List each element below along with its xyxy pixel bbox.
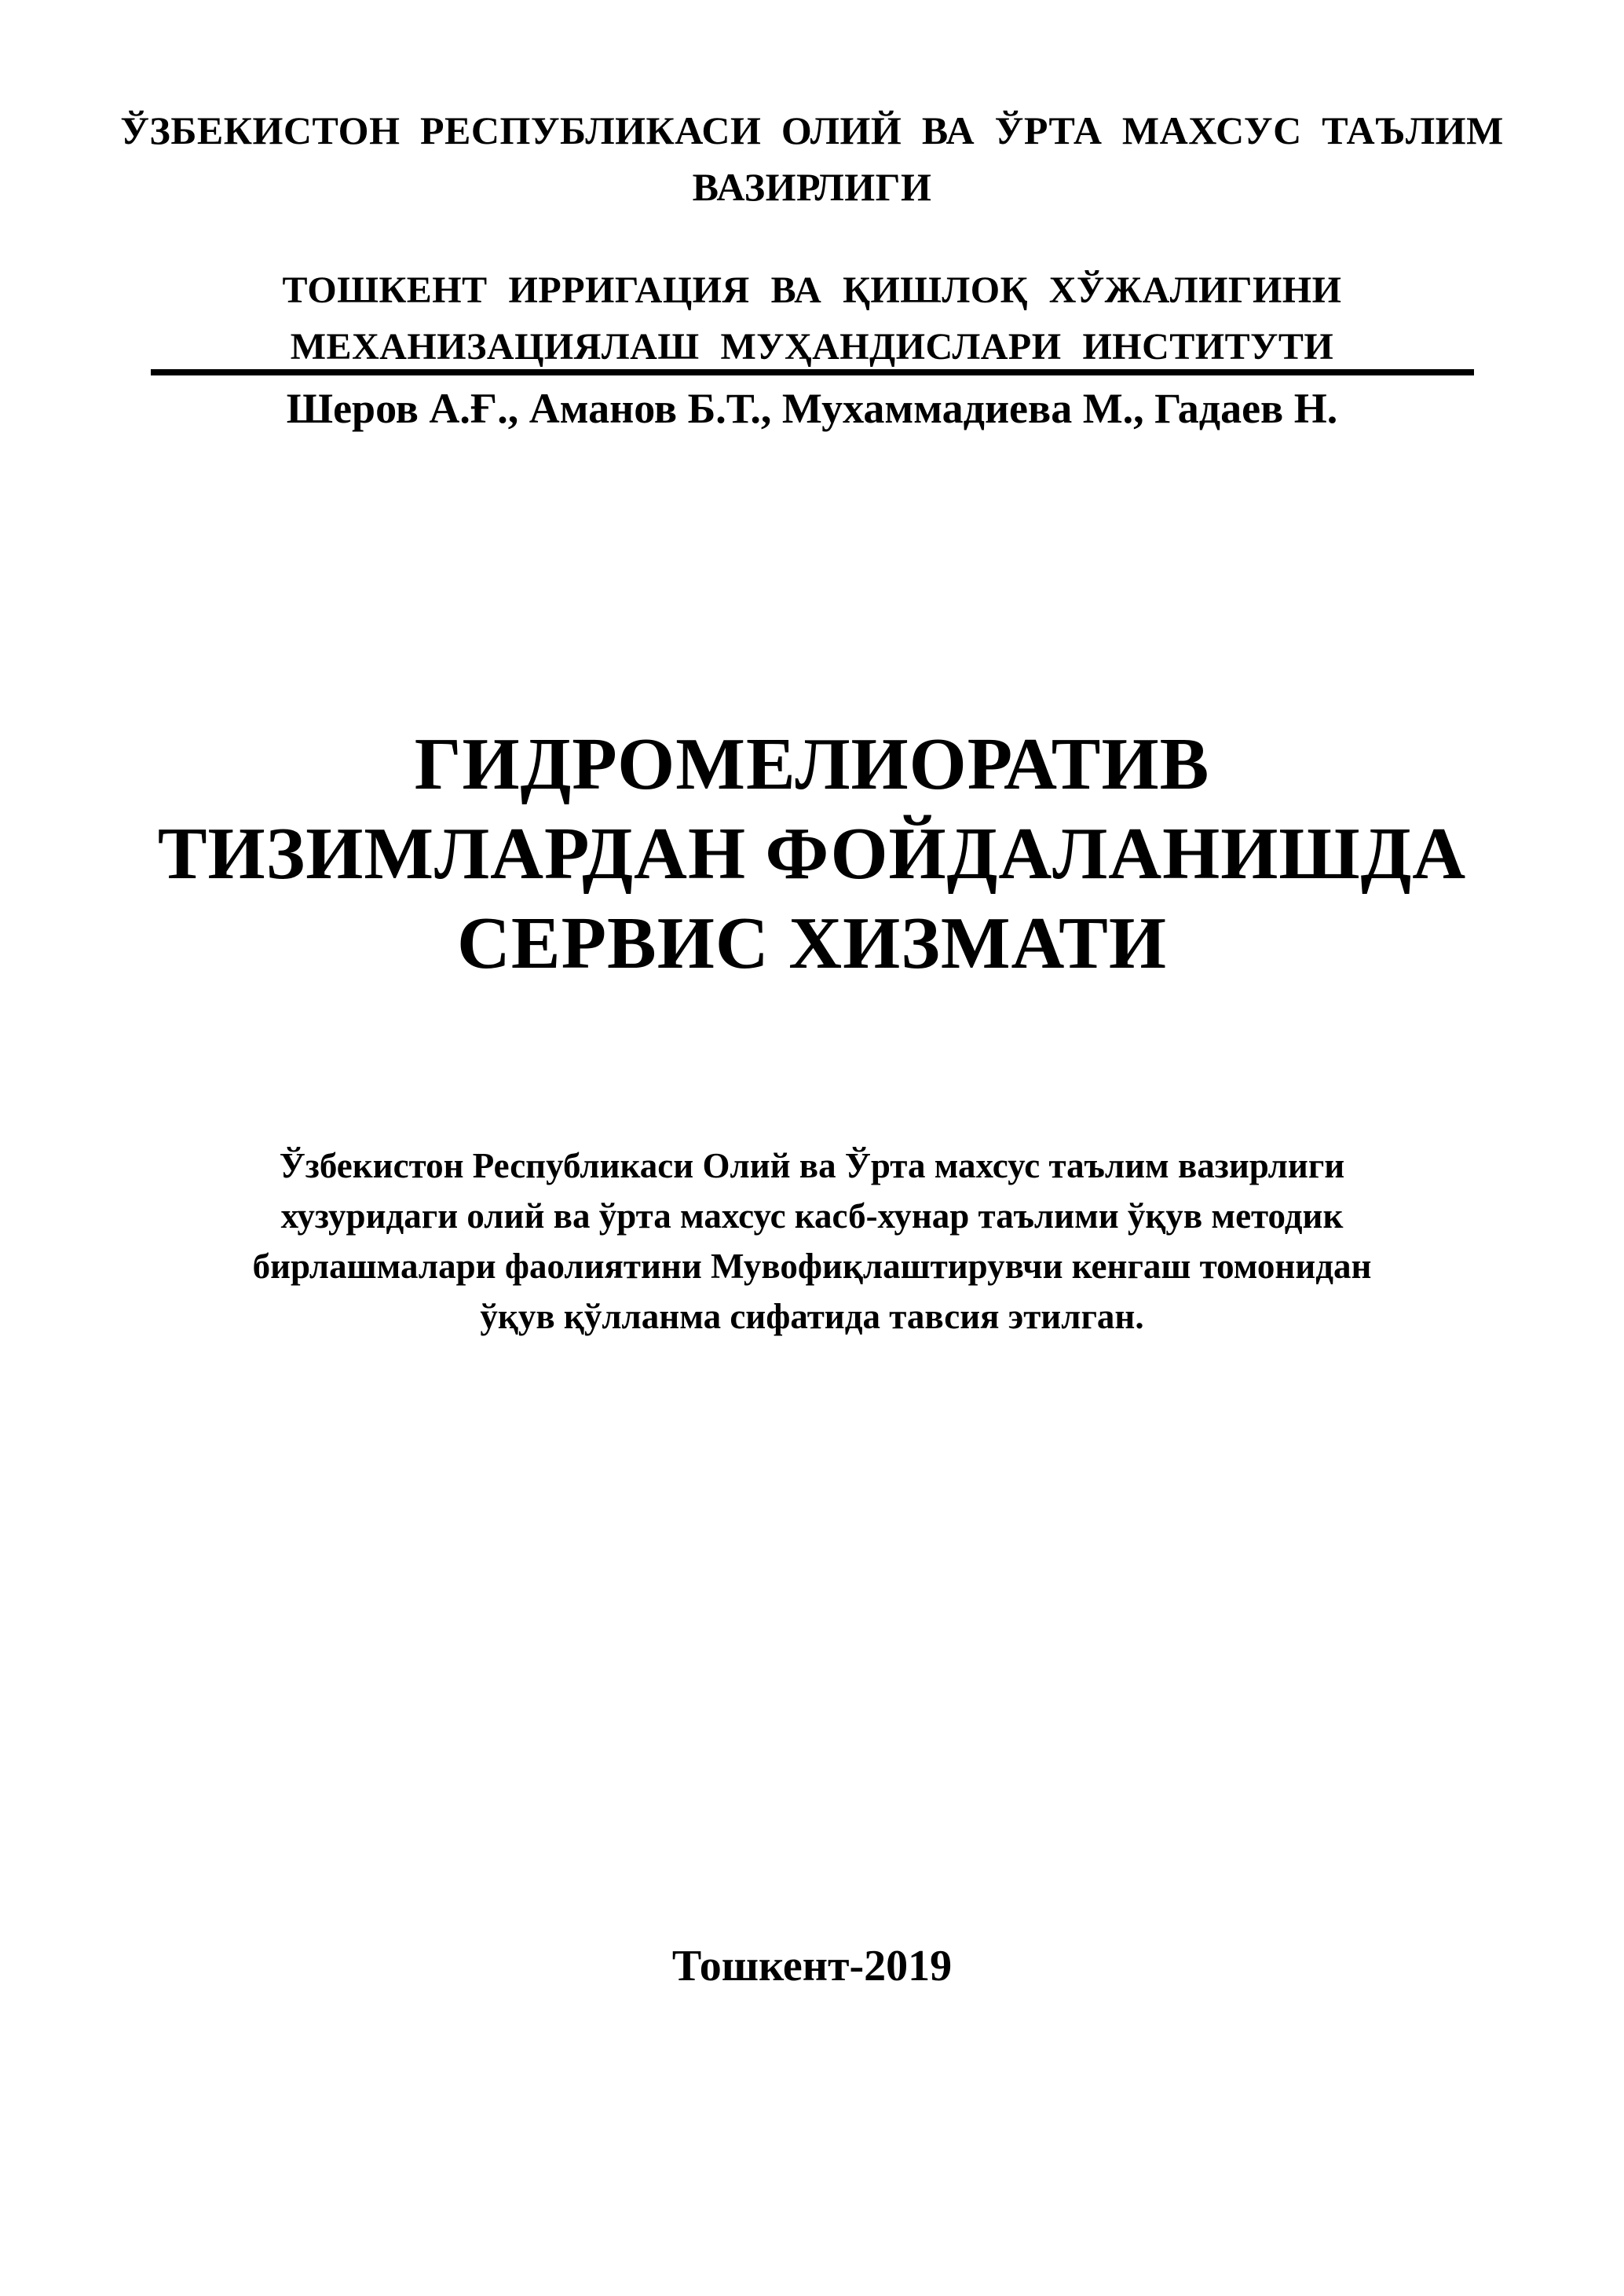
recommendation-line-2: хузуридаги олий ва ўрта махсус касб-хунар таълими ўқув методик: [280, 1196, 1344, 1236]
institute-line-1: ТОШКЕНТ ИРРИГАЦИЯ ВА ҚИШЛОҚ ХЎЖАЛИГИНИ: [282, 269, 1342, 311]
recommendation-text: [0, 1141, 1624, 1342]
book-title: [0, 720, 1624, 988]
recommendation-line-4: ўқув қўлланма сифатида тавсия этилган.: [480, 1297, 1144, 1336]
recommendation-line-3: бирлашмалари фаолиятини Мувофиқлаштирувчи кенгаш томонидан: [252, 1247, 1372, 1286]
divider-rule: [151, 369, 1474, 375]
imprint-line: Тошкент-2019: [671, 1942, 953, 1990]
ministry-line-2: ВАЗИРЛИГИ: [692, 165, 932, 209]
recommendation-line-1: Ўзбекистон Республикаси Олий ва Ўрта махсус таълим вазирлиги: [279, 1146, 1345, 1185]
book-title-line-1: ГИДРОМЕЛИОРАТИВ: [414, 723, 1210, 805]
ministry-header: [0, 102, 1624, 215]
ministry-line-1: ЎЗБЕКИСТОН РЕСПУБЛИКАСИ ОЛИЙ ВА ЎРТА МАХСУС ТАЪЛИМ: [120, 108, 1504, 152]
institute-header: [0, 262, 1624, 375]
book-title-line-3: СЕРВИС ХИЗМАТИ: [457, 903, 1167, 984]
book-title-line-2: ТИЗИМЛАРДАН ФОЙДАЛАНИШДА: [157, 813, 1467, 895]
institute-line-2: МЕХАНИЗАЦИЯЛАШ МУҲАНДИСЛАРИ ИНСТИТУТИ: [290, 326, 1334, 368]
authors-line: Шеров А.Ғ., Аманов Б.Т., Мухаммадиева М., Гадаев Н.: [286, 385, 1338, 432]
